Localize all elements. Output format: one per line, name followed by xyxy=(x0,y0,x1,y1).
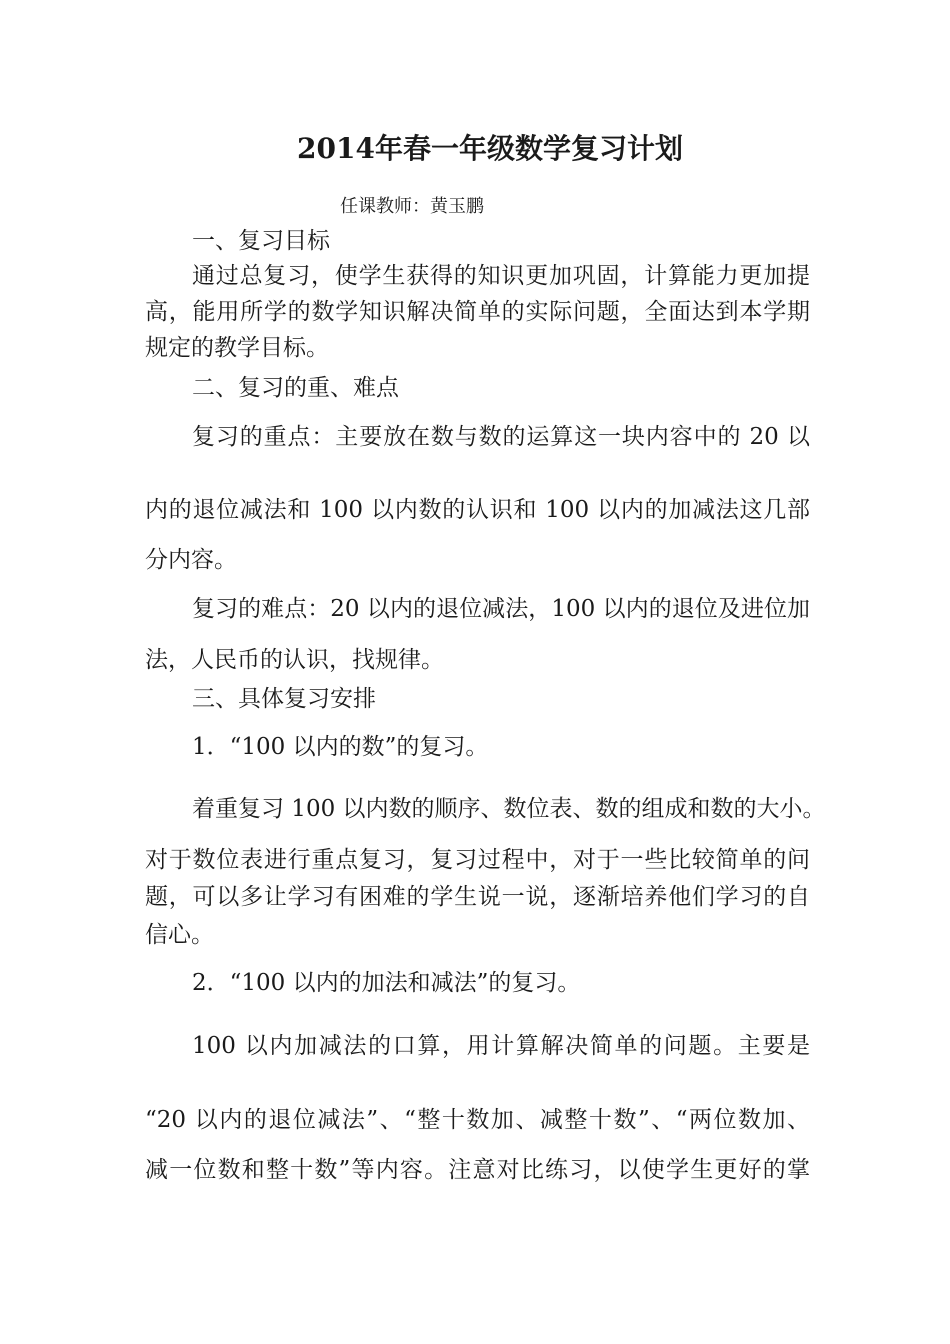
plan-item-1: 1．“100 以内的数”的复习。 xyxy=(192,734,489,760)
section-heading-goals: 一、复习目标 xyxy=(192,228,330,254)
paragraph-line: 题，可以多让学习有困难的学生说一说，逐渐培养他们学习的自 xyxy=(145,884,810,910)
paragraph-line: 复习的难点：20 以内的退位减法，100 以内的退位及进位加 xyxy=(192,596,810,622)
paragraph-line: “20 以内的退位减法”、“整十数加、减整十数”、“两位数加、 xyxy=(145,1107,810,1133)
paragraph-line: 减一位数和整十数”等内容。注意对比练习，以使学生更好的掌 xyxy=(145,1157,810,1183)
paragraph-line: 着重复习 100 以内数的顺序、数位表、数的组成和数的大小。 xyxy=(192,796,826,822)
paragraph-line: 内的退位减法和 100 以内数的认识和 100 以内的加减法这几部 xyxy=(145,497,810,523)
section-heading-keypoints: 二、复习的重、难点 xyxy=(192,375,399,401)
teacher-line: 任课教师：黄玉鹏 xyxy=(340,196,484,217)
plan-item-2: 2．“100 以内的加法和减法”的复习。 xyxy=(192,970,581,996)
paragraph-line: 100 以内加减法的口算，用计算解决简单的问题。主要是 xyxy=(192,1033,810,1059)
paragraph-line: 规定的教学目标。 xyxy=(145,335,329,361)
paragraph-line: 复习的重点：主要放在数与数的运算这一块内容中的 20 以 xyxy=(192,424,810,450)
paragraph-line: 通过总复习，使学生获得的知识更加巩固，计算能力更加提 xyxy=(192,263,810,289)
paragraph-line: 高，能用所学的数学知识解决简单的实际问题，全面达到本学期 xyxy=(145,299,810,325)
paragraph-line: 法，人民币的认识，找规律。 xyxy=(145,647,444,673)
section-heading-plan: 三、具体复习安排 xyxy=(192,686,376,712)
document-title: 2014年春一年级数学复习计划 xyxy=(297,132,683,165)
paragraph-line: 分内容。 xyxy=(145,547,237,573)
paragraph-line: 对于数位表进行重点复习，复习过程中，对于一些比较简单的问 xyxy=(145,847,810,873)
paragraph-line: 信心。 xyxy=(145,922,214,948)
